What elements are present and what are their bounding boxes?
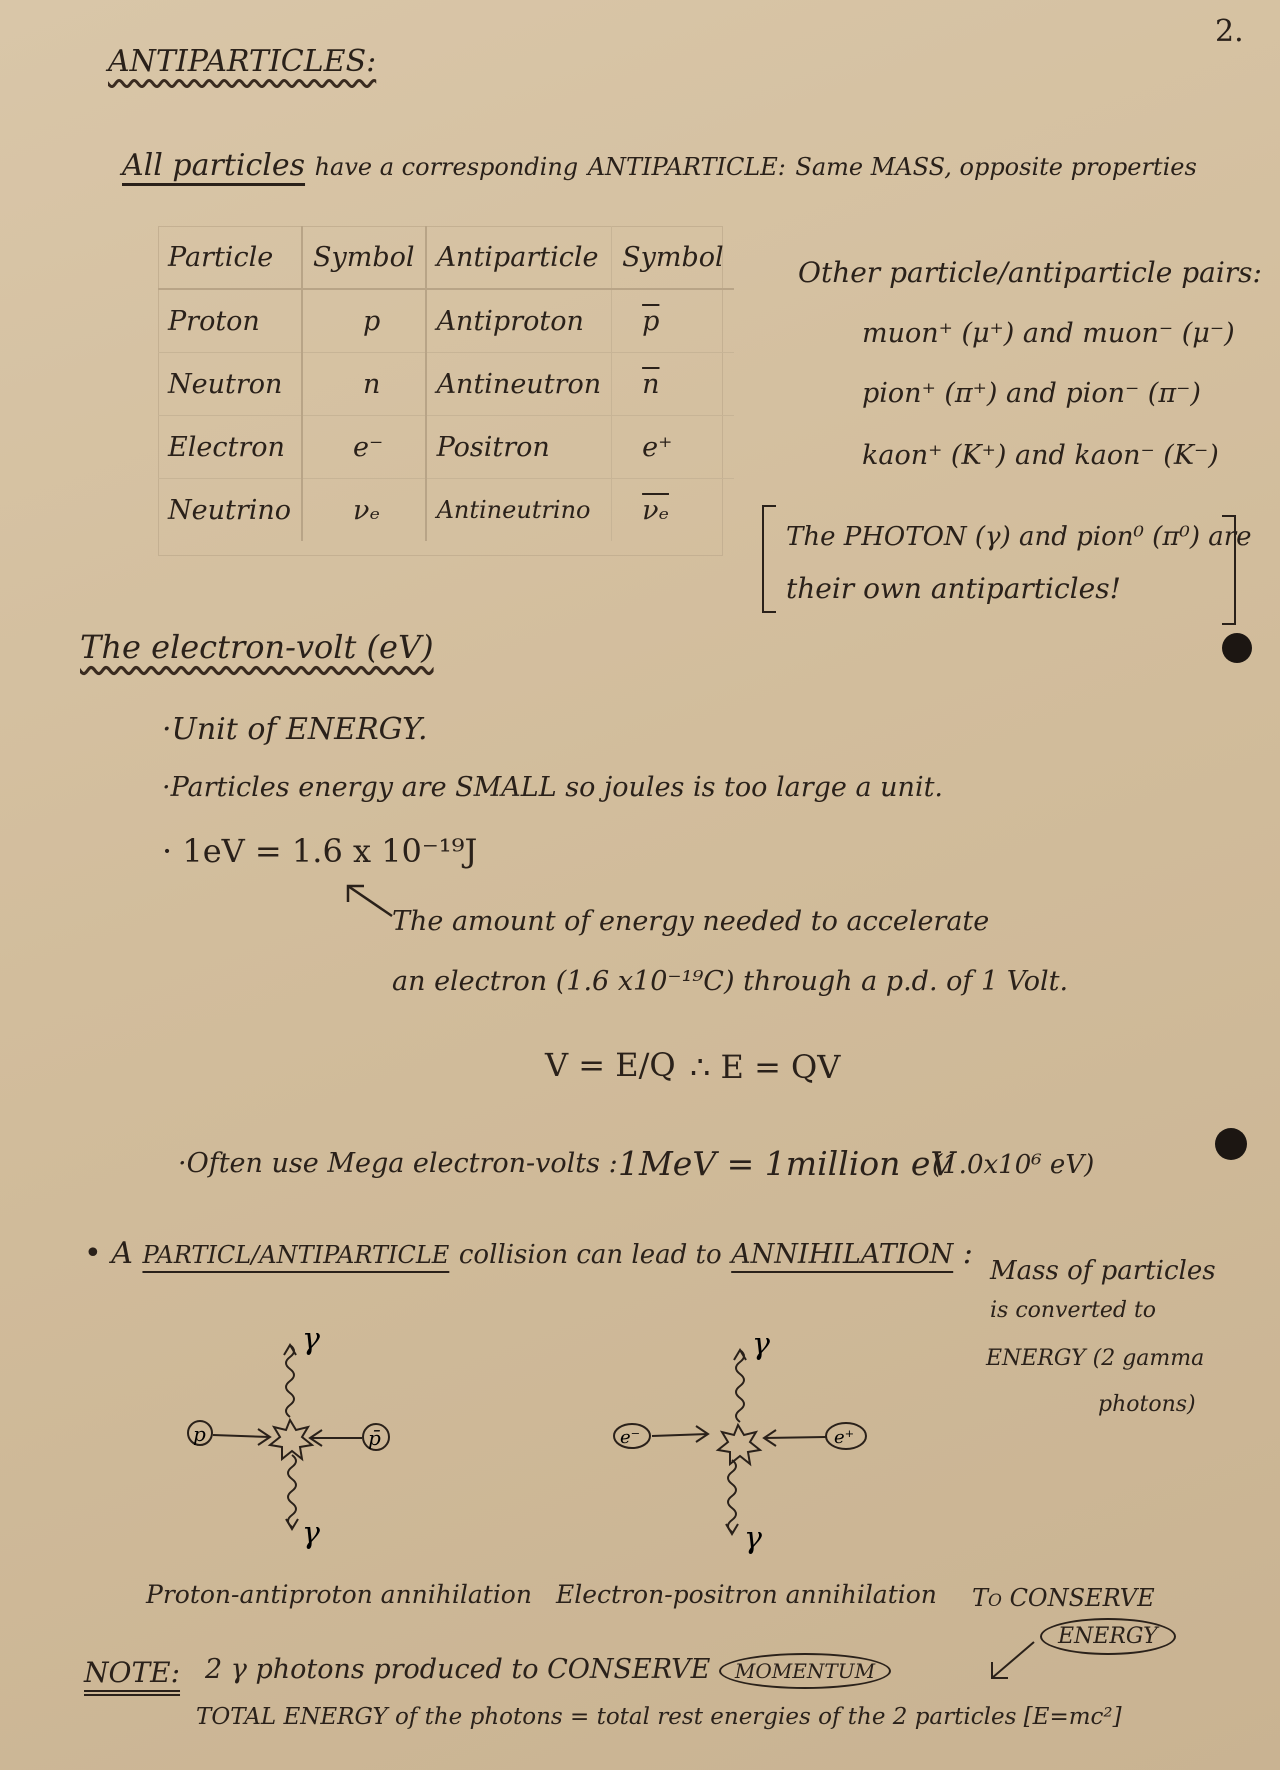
col-header-anti-symbol: Symbol <box>612 226 734 289</box>
pair-pion: pion⁺ (π⁺) and pion⁻ (π⁻) <box>862 378 1201 409</box>
cell-symbol: νₑ <box>302 479 426 542</box>
gamma-label: γ <box>302 1322 320 1357</box>
cell-symbol: e⁻ <box>302 416 426 479</box>
cell-anti-symbol: e⁺ <box>612 416 734 479</box>
note-line1 <box>205 1654 891 1685</box>
ev-explain-line2: an electron (1.6 x10⁻¹⁹C) through a p.d. of 1 Volt. <box>392 966 1069 997</box>
conserve-note <box>972 1584 1155 1612</box>
page-number: 2. <box>1215 14 1244 49</box>
col-header-antiparticle: Antiparticle <box>426 226 612 289</box>
collision-rest: collision can lead to <box>458 1240 722 1270</box>
annihilation-term: ANNIHILATION <box>731 1239 954 1270</box>
col-header-particle: Particle <box>158 226 302 289</box>
other-pairs-title: Other particle/antiparticle pairs: <box>798 256 1262 289</box>
page-title: ANTIPARTICLES: <box>108 44 377 79</box>
mega-scientific: (1.0x10⁶ eV) <box>932 1150 1095 1180</box>
proton-label: p <box>193 1422 206 1446</box>
cell-antiparticle: Antiproton <box>426 289 612 353</box>
intro-term: ANTIPARTICLE: <box>587 153 786 181</box>
intro-rest: have a corresponding <box>314 153 579 181</box>
cell-particle: Proton <box>158 289 302 353</box>
mega-equation: 1MeV = 1million eV <box>618 1144 955 1183</box>
particle-table <box>158 226 734 541</box>
gamma-label: γ <box>744 1521 762 1556</box>
formula-e: ∴ E = QV <box>690 1048 841 1086</box>
cell-anti-symbol: $\overline{p}$ <box>612 289 734 353</box>
pair-muon: muon⁺ (μ⁺) and muon⁻ (μ⁻) <box>862 318 1235 349</box>
mega-bullet: ·Often use Mega electron-volts : <box>178 1148 618 1179</box>
conserve-label: To CONSERVE <box>972 1584 1155 1612</box>
binder-hole <box>1222 633 1252 663</box>
pair-kaon: kaon⁺ (K⁺) and kaon⁻ (K⁻) <box>862 440 1219 471</box>
annihilation-bullet: • A <box>84 1236 133 1271</box>
table-row <box>158 416 734 479</box>
bracket-left <box>762 505 776 613</box>
intro-line <box>122 148 1197 183</box>
cell-anti-symbol: $\overline{\nu_e}$ <box>612 479 734 542</box>
cell-symbol: p <box>302 289 426 353</box>
cell-particle: Neutron <box>158 353 302 416</box>
momentum-circled: MOMENTUM <box>719 1653 891 1689</box>
photon-note-line1: The PHOTON (γ) and pion⁰ (π⁰) are <box>786 522 1252 552</box>
ev-bullet-small: ·Particles energy are SMALL so joules is too large a unit. <box>162 772 944 803</box>
ev-explain-line1: The amount of energy needed to accelerate <box>392 906 990 937</box>
note-line1-text: 2 γ photons produced to CONSERVE <box>205 1654 711 1685</box>
arrow-icon <box>340 880 400 920</box>
gamma-label: γ <box>752 1327 770 1362</box>
electron-annihilation-diagram <box>610 1310 880 1560</box>
mass-note-line3: ENERGY (2 gamma <box>986 1346 1205 1371</box>
table-header-row <box>158 226 734 289</box>
cell-antiparticle: Positron <box>426 416 612 479</box>
ev-heading <box>80 628 434 666</box>
note-label: NOTE: <box>84 1656 181 1689</box>
gamma-label: γ <box>302 1516 320 1551</box>
photon-note-line2: their own antiparticles! <box>786 572 1121 605</box>
ev-bullet-definition: · 1eV = 1.6 x 10⁻¹⁹J <box>162 832 478 870</box>
positron-label: e⁺ <box>834 1427 855 1448</box>
caption-proton-annihilation: Proton-antiproton annihilation <box>146 1580 532 1609</box>
annihilation-line <box>84 1236 973 1271</box>
ev-heading-text: The electron-volt (eV) <box>80 628 434 666</box>
col-header-symbol: Symbol <box>302 226 426 289</box>
intro-lead: All particles <box>122 148 306 183</box>
electron-label: e⁻ <box>620 1427 641 1448</box>
note-line2: TOTAL ENERGY of the photons = total rest energies of the 2 particles [E=mc²] <box>196 1704 1122 1730</box>
cell-antiparticle: Antineutron <box>426 353 612 416</box>
intro-tail: Same MASS, opposite properties <box>795 153 1197 181</box>
table-row <box>158 479 734 542</box>
mass-note-line1: Mass of particles <box>990 1256 1216 1286</box>
table-row <box>158 353 734 416</box>
formula-v: V = E/Q <box>545 1046 676 1084</box>
proton-annihilation-diagram <box>180 1305 420 1555</box>
ev-bullet-unit: ·Unit of ENERGY. <box>162 712 428 747</box>
arrow-icon <box>982 1636 1042 1686</box>
cell-particle: Electron <box>158 416 302 479</box>
caption-electron-annihilation: Electron-positron annihilation <box>556 1580 937 1609</box>
cell-particle: Neutrino <box>158 479 302 542</box>
annihilation-colon: : <box>962 1236 973 1271</box>
energy-circled: ENERGY <box>1040 1618 1176 1655</box>
antiproton-label: p̄ <box>368 1426 381 1450</box>
cell-anti-symbol: $\overline{n}$ <box>612 353 734 416</box>
mass-note-line4: photons) <box>1098 1392 1196 1417</box>
cell-antiparticle: Antineutrino <box>426 479 612 542</box>
mass-note-line2: is converted to <box>990 1298 1157 1323</box>
binder-hole <box>1215 1128 1247 1160</box>
collision-term: PARTICL/ANTIPARTICLE <box>142 1241 450 1269</box>
cell-symbol: n <box>302 353 426 416</box>
table-row <box>158 289 734 353</box>
